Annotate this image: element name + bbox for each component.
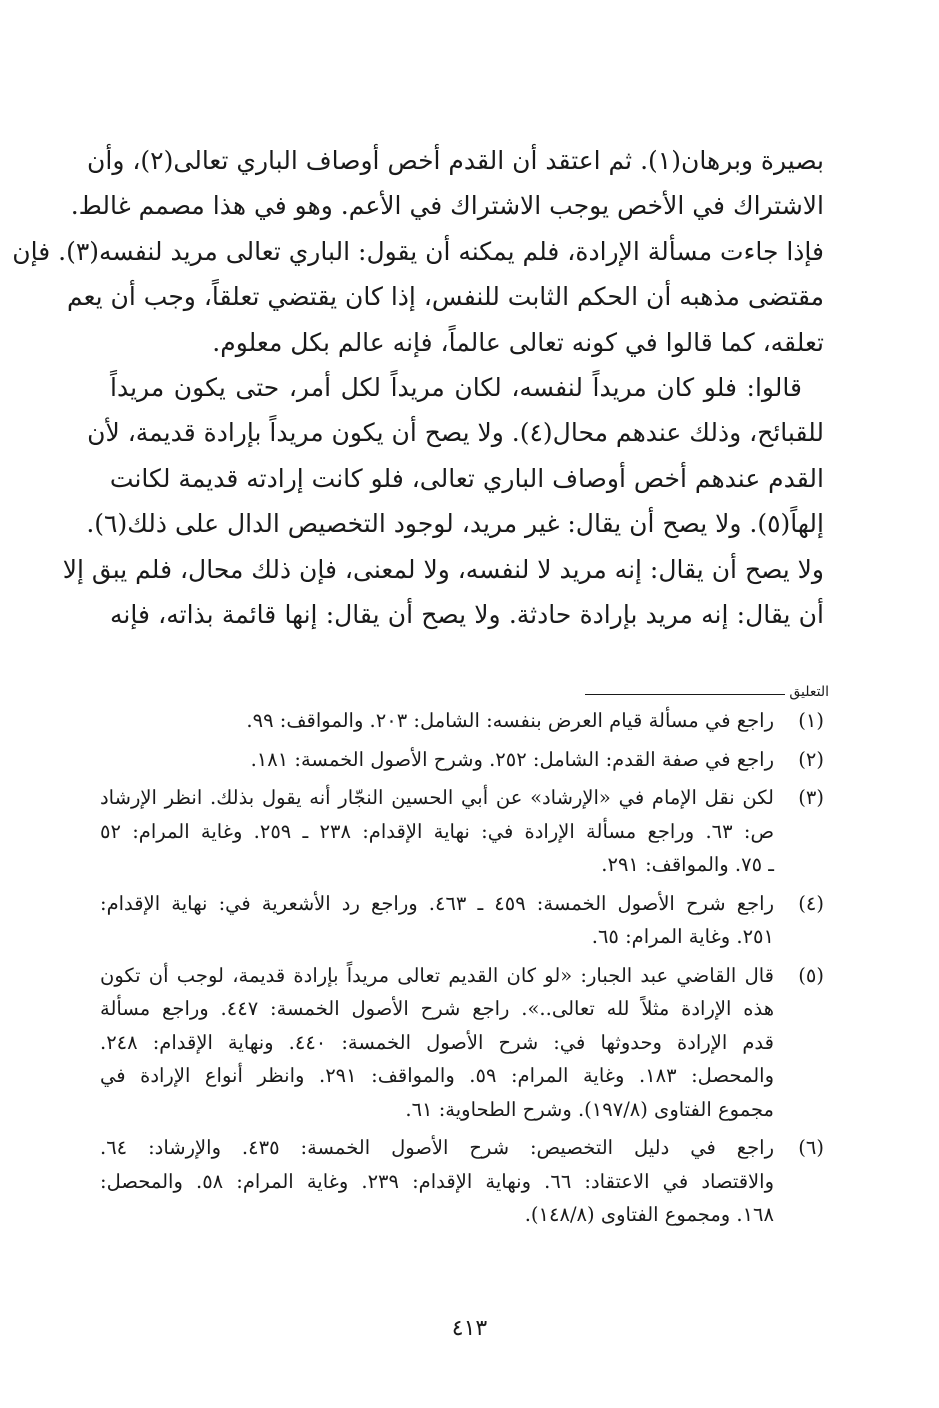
main-text-line: تعلقه، كما قالوا في كونه تعالى عالماً، فإنه عالم بكل معلوم. [212,327,824,357]
footnote-separator [509,677,829,701]
footnote-line: ـ ٧٥. والمواقف: ٢٩١. [601,853,774,876]
footnote-number: (٦) [798,1136,824,1159]
footnote-number: (٢) [798,747,824,771]
footnote-3 [100,781,824,882]
page-number: ٤١٣ [451,1316,488,1341]
footnote-line: هذه الإرادة مثلاً لله تعالى..». راجع شرح الأصول الخمسة: ٤٤٧. وراجع مسألة [100,997,774,1020]
footnote-line: والمحصل: ١٨٣. وغاية المرام: ٥٩. والمواقف: ٢٩١. وانظر أنواع الإرادة في [100,1064,774,1087]
main-text-line: أن يقال: إنه مريد بإرادة حادثة. ولا يصح أن يقال: إنها قائمة بذاته، فإنه [110,599,824,629]
footnote-line: لكن نقل الإمام في «الإرشاد» عن أبي الحسين النجّار أنه يقول بذلك. انظر الإرشاد [100,786,774,809]
footnote-number: (٥) [798,963,824,987]
main-text-line: ولا يصح أن يقال: إنه مريد لا لنفسه، ولا لمعنى، فإن ذلك محال، فلم يبق إلا [62,554,824,584]
footnote-number: (٣) [798,786,824,809]
footnote-number: (١) [798,709,824,732]
footnote-label: التعليق [789,684,829,700]
footnote-1 [100,704,824,738]
footnote-line: راجع في مسألة قيام العرض بنفسه: الشامل: ٢٠٣. والمواقف: ٩٩. [246,709,774,732]
footnote-line: راجع شرح الأصول الخمسة: ٤٥٩ ـ ٤٦٣. وراجع رد الأشعرية في: نهاية الإقدام: [100,891,774,915]
footnote-line: قدم الإرادة وحدوثها في: شرح الأصول الخمسة: ٤٤٠. ونهاية الإقدام: ٢٤٨. [100,1030,774,1054]
main-text-line: قالوا: فلو كان مريداً لنفسه، لكان مريداً لكل أمر، حتى يكون مريداً [110,372,802,402]
footnotes-block [100,704,824,1237]
footnote-line: ١٦٨. ومجموع الفتاوى (١٤٨/٨). [524,1203,774,1226]
footnote-rule [585,685,785,695]
main-text-line: القدم عندهم أخص أوصاف الباري تعالى، فلو كانت إرادته قديمة لكانت [109,463,824,493]
main-text-line: إلهاً(٥). ولا يصح أن يقال: غير مريد، لوجود التخصيص الدال على ذلك(٦). [86,509,824,539]
main-text-block [12,138,824,637]
main-text-line: للقبائح، وذلك عندهم محال(٤). ولا يصح أن يكون مريداً بإرادة قديمة، لأن [87,418,824,448]
footnote-line: ص: ٦٣. وراجع مسألة الإرادة في: نهاية الإقدام: ٢٣٨ ـ ٢٥٩. وغاية المرام: ٥٢ [100,819,775,843]
footnote-line: راجع في صفة القدم: الشامل: ٢٥٢. وشرح الأصول الخمسة: ١٨١. [250,747,774,771]
footnote-line: مجموع الفتاوى (١٩٧/٨). وشرح الطحاوية: ٦١. [405,1097,774,1121]
footnote-line: والاقتصاد في الاعتقاد: ٦٦. ونهاية الإقدام: ٢٣٩. وغاية المرام: ٥٨. والمحصل: [100,1169,775,1193]
main-text-line: بصيرة وبرهان(١). ثم اعتقد أن القدم أخص أوصاف الباري تعالى(٢)، وأن [87,146,824,175]
footnote-line: راجع في دليل التخصيص: شرح الأصول الخمسة: ٤٣٥. والإرشاد: ٦٤. [100,1136,774,1159]
main-text-line: فإذا جاءت مسألة الإرادة، فلم يمكنه أن يقول: الباري تعالى مريد لنفسه(٣). فإن [12,236,824,266]
footnote-5 [100,959,824,1127]
main-text-line: مقتضى مذهبه أن الحكم الثابت للنفس، إذا كان يقتضي تعلقاً، وجب أن يعم [66,282,824,312]
footnote-6 [100,1131,824,1232]
footnote-line: ٢٥١. وغاية المرام: ٦٥. [591,925,774,948]
footnote-number: (٤) [798,891,824,915]
footnote-line: قال القاضي عبد الجبار: «لو كان القديم تعالى مريداً بإرادة قديمة، لوجب أن تكون [100,963,774,987]
footnote-2 [100,743,824,777]
footnote-4 [100,887,824,954]
main-text-line: الاشتراك في الأخص يوجب الاشتراك في الأعم. وهو في هذا مصمم غالط. [70,191,824,221]
